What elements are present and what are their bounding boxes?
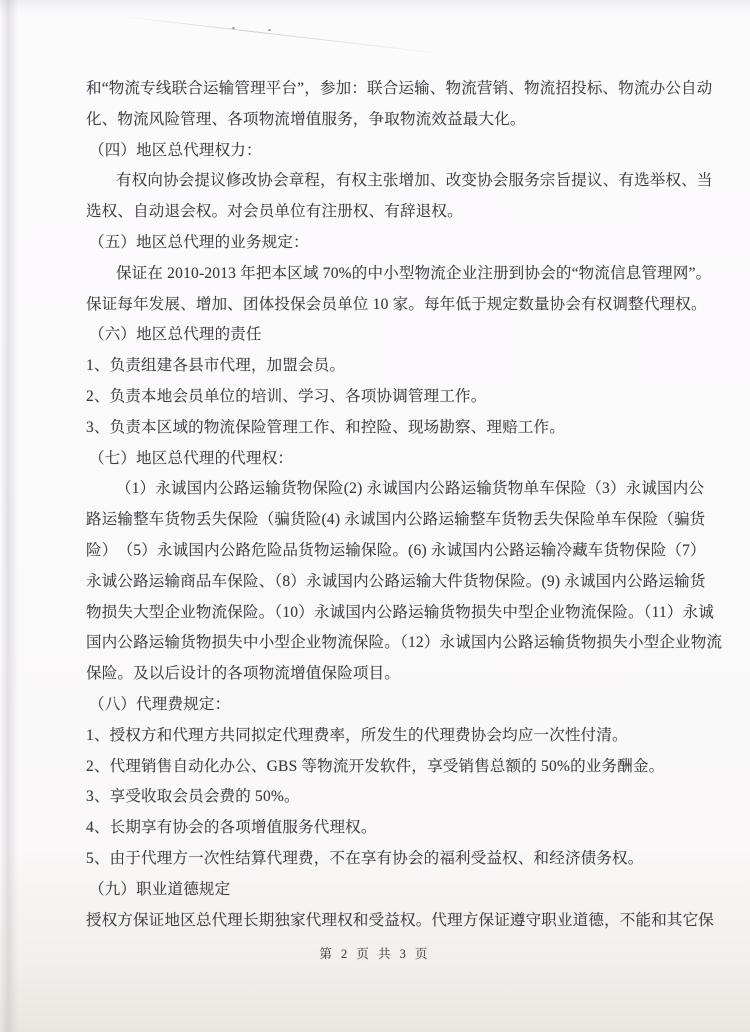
document-line: 和“物流专线联合运输管理平台”，参加：联合运输、物流营销、物流招投标、物流办公自动 xyxy=(86,80,713,97)
document-line: 选权、自动退会权。对会员单位有注册权、有辞退权。 xyxy=(86,203,463,221)
section-heading: （五）地区总代理的业务规定： xyxy=(89,233,309,251)
section-heading: （四）地区总代理权力： xyxy=(89,141,262,159)
numbered-item: 2、代理销售自动化办公、GBS 等物流开发软件，享受销售总额的 50%的业务酬金。 xyxy=(86,757,665,775)
scan-crease-line xyxy=(122,16,435,53)
page-number-footer: 第 2 页 共 3 页 xyxy=(319,947,431,961)
scan-speck xyxy=(232,27,235,29)
scan-edge-shadow xyxy=(0,0,18,1032)
numbered-item: 5、由于代理方一次性结算代理费，不在享有协会的福利受益权、和经济债务权。 xyxy=(86,849,644,867)
document-line: （1）永诚国内公路运输货物保险(2) 永诚国内公路运输货物单车保险（3）永诚国内公 xyxy=(116,480,705,498)
document-line: 永诚公路运输商品车保险、（8）永诚国内公路运输大件货物保险。(9) 永诚国内公路运输货 xyxy=(86,572,706,590)
document-line: 授权方保证地区总代理长期独家代理权和受益权。代理方保证遵守职业道德，不能和其它保 xyxy=(86,911,715,929)
numbered-item: 2、负责本地会员单位的培训、学习、各项协调管理工作。 xyxy=(86,387,487,405)
document-line: 有权向协会提议修改协会章程，有权主张增加、改变协会服务宗旨提议、有选举权、当 xyxy=(116,172,713,190)
scan-top-shadow xyxy=(0,0,750,14)
section-heading: （八）代理费规定： xyxy=(89,695,231,713)
document-body xyxy=(86,74,734,936)
numbered-item: 1、授权方和代理方共同拟定代理费率，所发生的代理费协会均应一次性付清。 xyxy=(86,726,628,744)
document-line: 化、物流风险管理、各项物流增值服务，争取物流效益最大化。 xyxy=(86,110,526,128)
numbered-item: 3、享受收取会员会费的 50%。 xyxy=(86,788,300,806)
document-line: 国内公路运输货物损失中小型企业物流保险。（12）永诚国内公路运输货物损失小型企业物流 xyxy=(86,634,723,652)
document-line: 保证每年发展、增加、团体投保会员单位 10 家。每年低于规定数量协会有权调整代理权。 xyxy=(86,295,707,313)
document-line: 保险。及以后设计的各项物流增值保险项目。 xyxy=(86,665,401,683)
numbered-item: 1、负责组建各县市代理，加盟会员。 xyxy=(86,357,346,375)
numbered-item: 4、长期享有协会的各项增值服务代理权。 xyxy=(86,819,377,837)
section-heading: （七）地区总代理的代理权： xyxy=(89,449,294,467)
section-heading: （九）职业道德规定 xyxy=(89,880,231,898)
section-heading: （六）地区总代理的责任 xyxy=(89,326,262,344)
numbered-item: 3、负责本区域的物流保险管理工作、和控险、现场勘察、理赔工作。 xyxy=(86,418,565,436)
document-line: 险） （5）永诚国内公路危险品货物运输保险。(6) 永诚国内公路运输冷藏车货物保险（7） xyxy=(86,541,706,559)
document-line: 路运输整车货物丢失保险（骗货险(4) 永诚国内公路运输整车货物丢失保险单车保险（骗货 xyxy=(86,511,706,529)
scan-speck xyxy=(268,29,271,31)
document-line: 保证在 2010-2013 年把本区域 70%的中小型物流企业注册到协会的“物流信息管理网”。 xyxy=(116,264,712,282)
document-line: 物损失大型企业物流保险。（10）永诚国内公路运输货物损失中型企业物流保险。（11）永诚 xyxy=(86,603,715,621)
